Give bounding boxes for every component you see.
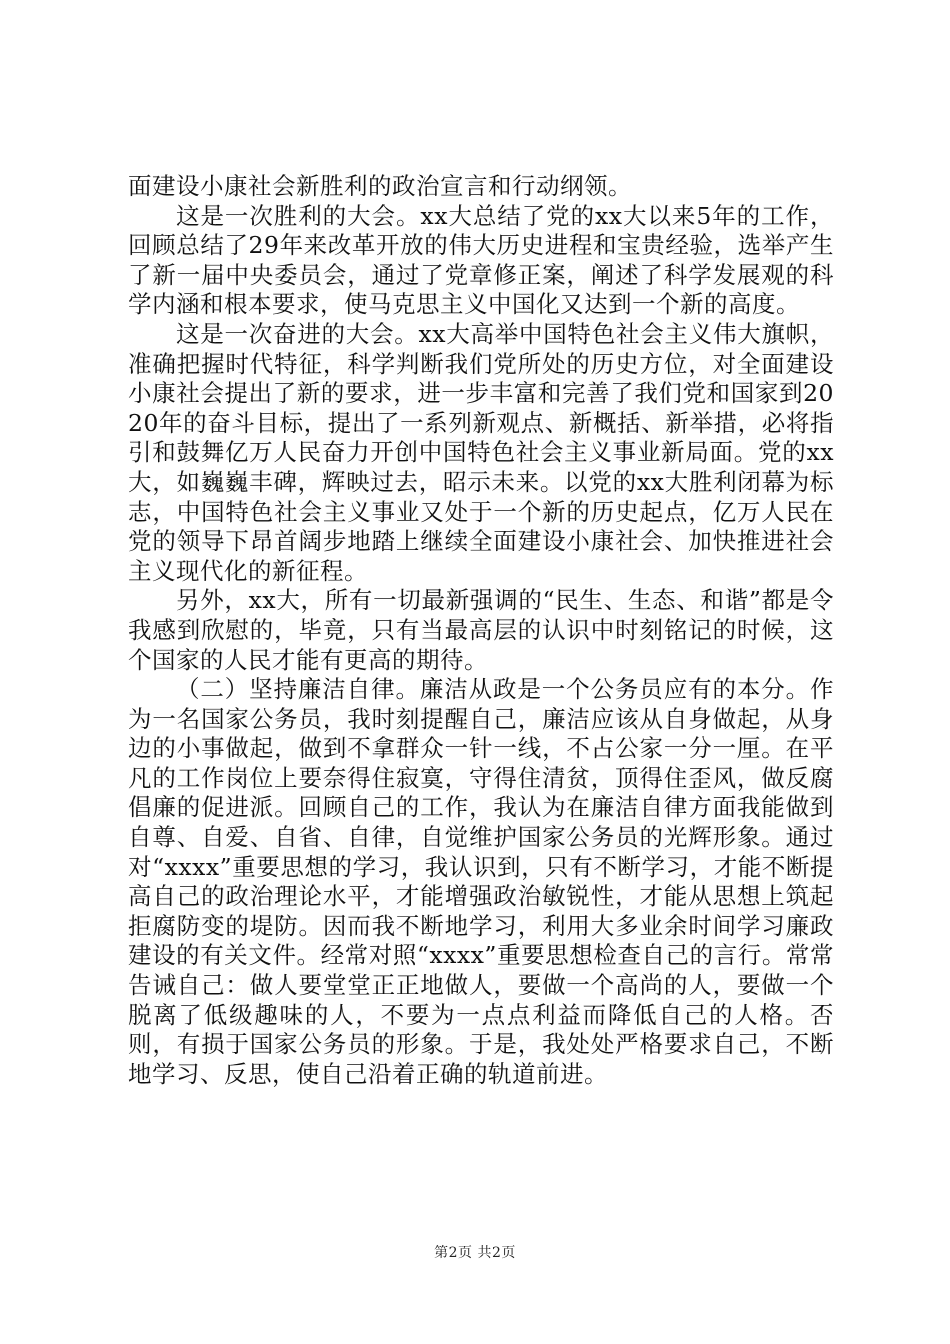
page-number-label: 第2页 共2页 bbox=[434, 1245, 516, 1261]
page-footer bbox=[0, 1244, 950, 1262]
document-body bbox=[128, 172, 834, 1089]
paragraph-3: 这是一次奋进的大会。xx大高举中国特色社会主义伟大旗帜，准确把握时代特征，科学判断我们党所处的历史方位，对全面建设小康社会提出了新的要求，进一步丰富和完善了我们党和国家到2020年的奋斗目标，提出了一系列新观点、新概括、新举措，必将指引和鼓舞亿万人民奋力开创中国特色社会主义事业新局面。党的xx大，如巍巍丰碑，辉映过去，昭示未来。以党的xx大胜利闭幕为标志，中国特色社会主义事业又处于一个新的历史起点，亿万人民在党的领导下昂首阔步地踏上继续全面建设小康社会、加快推进社会主义现代化的新征程。 bbox=[128, 319, 834, 585]
paragraph-5: （二）坚持廉洁自律。廉洁从政是一个公务员应有的本分。作为一名国家公务员，我时刻提醒自己，廉洁应该从自身做起，从身边的小事做起，做到不拿群众一针一线，不占公家一分一厘。在平凡的工作岗位上要奈得住寂寞，守得住清贫，顶得住歪风，做反腐倡廉的促进派。回顾自己的工作，我认为在廉洁自律方面我能做到自尊、自爱、自省、自律，自觉维护国家公务员的光辉形象。通过对“xxxx”重要思想的学习，我认识到，只有不断学习，才能不断提高自己的政治理论水平，才能增强政治敏锐性，才能从思想上筑起拒腐防变的堤防。因而我不断地学习，利用大多业余时间学习廉政建设的有关文件。经常对照“xxxx”重要思想检查自己的言行。常常告诫自己：做人要堂堂正正地做人，要做一个高尚的人，要做一个脱离了低级趣味的人，不要为一点点利益而降低自己的人格。否则，有损于国家公务员的形象。于是，我处处严格要求自己，不断地学习、反思，使自己沿着正确的轨道前进。 bbox=[128, 675, 834, 1088]
paragraph-2: 这是一次胜利的大会。xx大总结了党的xx大以来5年的工作，回顾总结了29年来改革开放的伟大历史进程和宝贵经验，选举产生了新一届中央委员会，通过了党章修正案，阐述了科学发展观的科学内涵和根本要求，使马克思主义中国化又达到一个新的高度。 bbox=[128, 201, 834, 319]
paragraph-4: 另外，xx大，所有一切最新强调的“民生、生态、和谐”都是令我感到欣慰的，毕竟，只有当最高层的认识中时刻铭记的时候，这个国家的人民才能有更高的期待。 bbox=[128, 586, 834, 674]
paragraph-1: 面建设小康社会新胜利的政治宣言和行动纲领。 bbox=[128, 172, 632, 200]
